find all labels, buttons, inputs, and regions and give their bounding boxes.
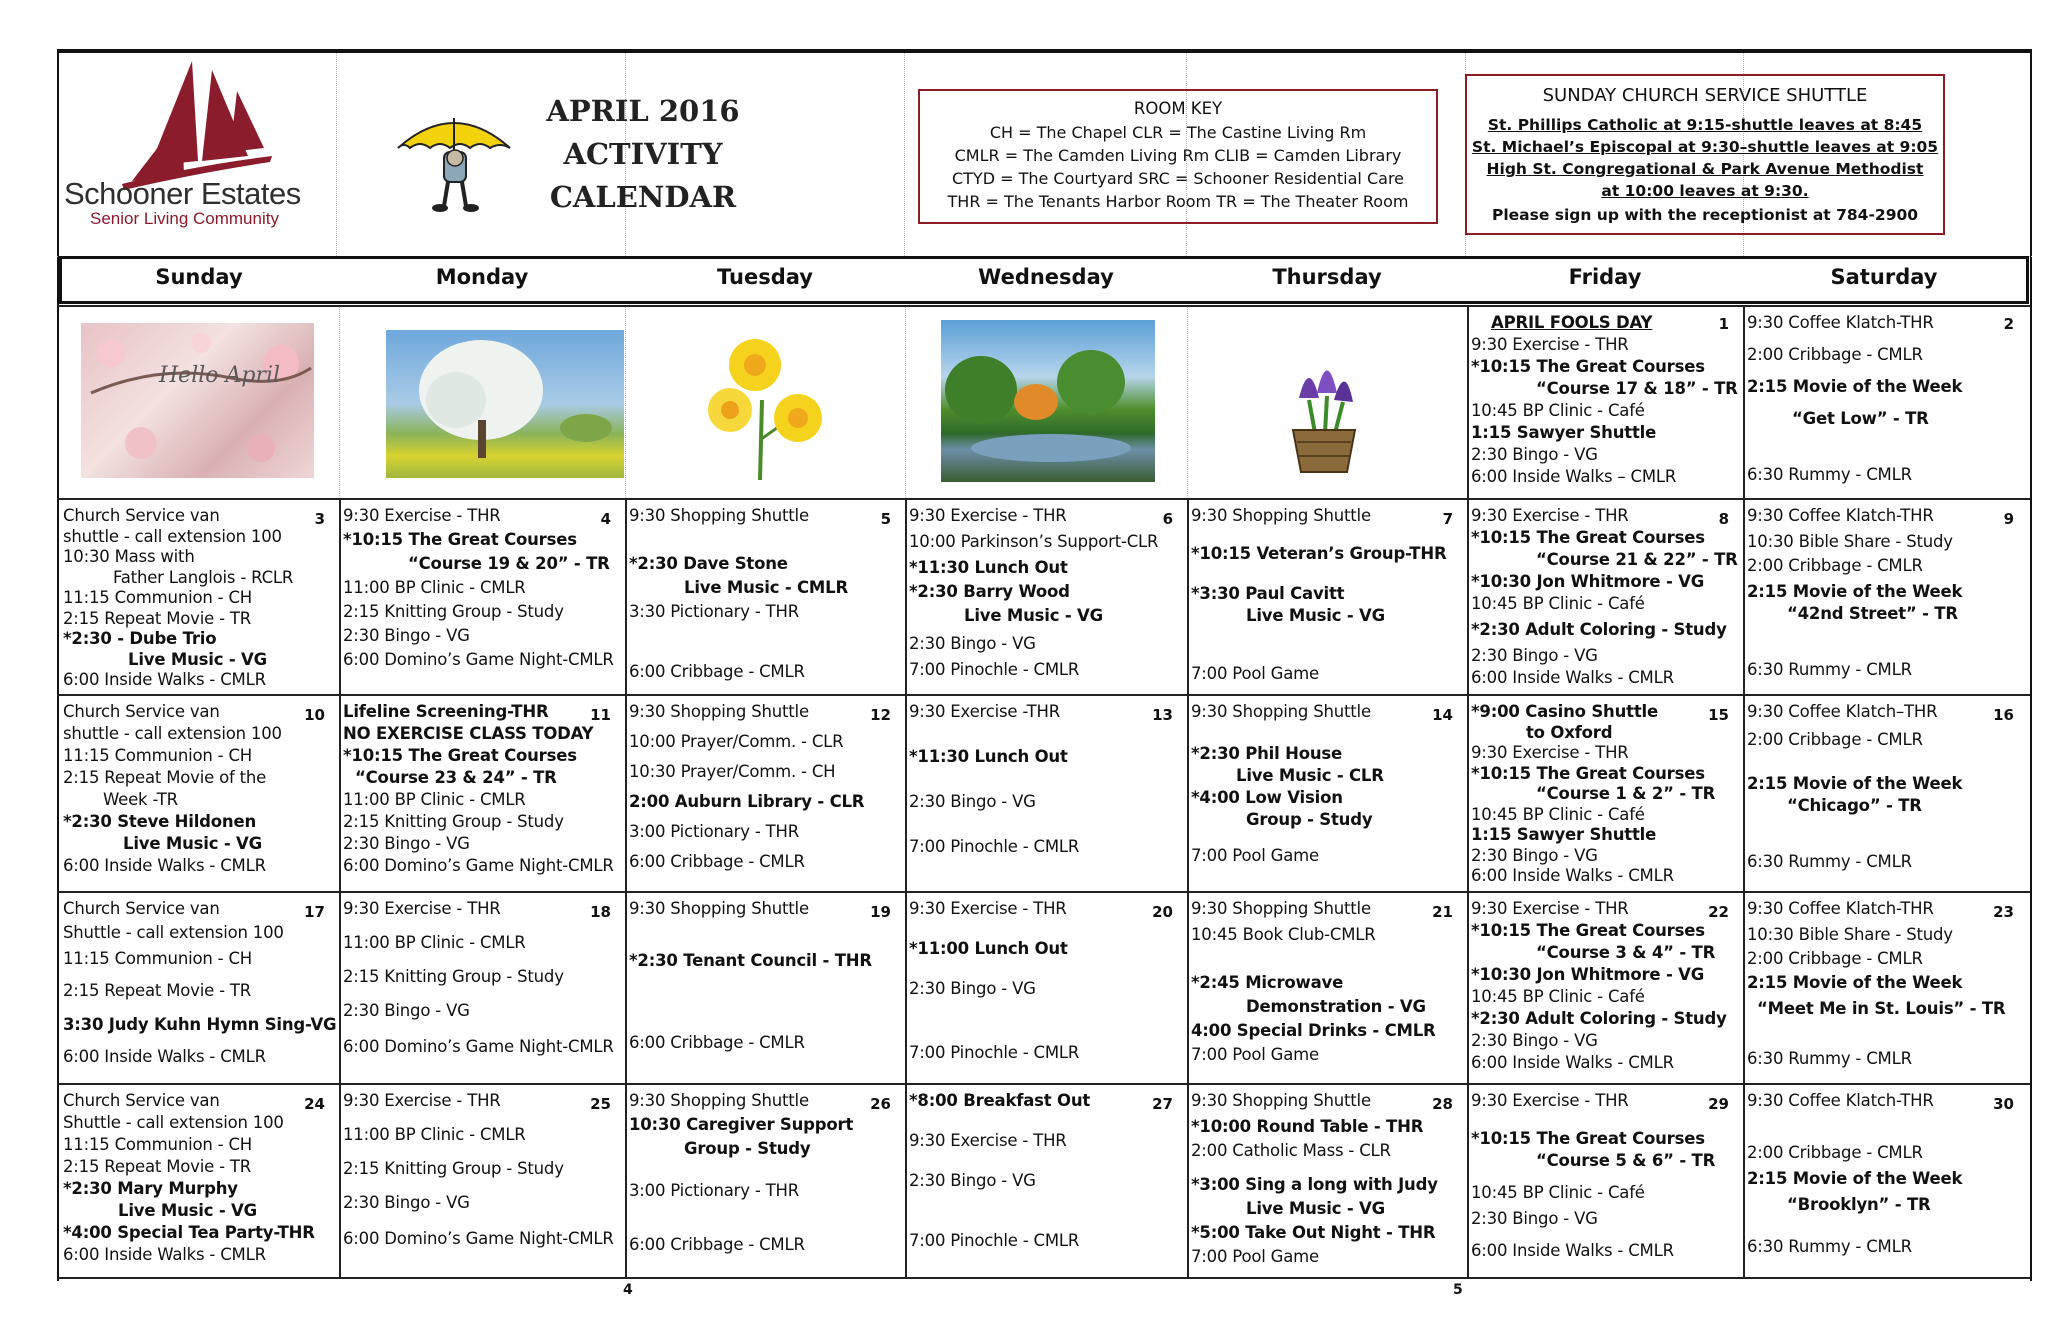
weekday-thursday: Thursday [1272,265,1382,289]
day-cell-11 [339,696,625,891]
event-line: *3:30 Paul Cavitt [1191,584,1345,603]
event-line: 9:30 Shopping Shuttle [1191,702,1371,721]
shuttle-line: High St. Congregational & Park Avenue Methodist [1486,160,1924,178]
event-line: 9:30 Shopping Shuttle [629,506,809,525]
day-number: 9 [2003,510,2014,528]
event-line: 6:00 Inside Walks - CMLR [1471,1053,1674,1072]
event-line: 10:45 Book Club-CMLR [1191,925,1376,944]
crocus-icon [1279,338,1369,478]
event-line: 11:00 BP Clinic - CMLR [343,933,526,952]
day-number: 17 [304,903,325,921]
event-line: *11:00 Lunch Out [909,939,1068,958]
event-line: 10:45 BP Clinic - Café [1471,987,1645,1006]
event-line: Week -TR [103,790,178,809]
event-line: *2:30 Mary Murphy [63,1179,238,1198]
blossom-icon [81,323,314,478]
day-number: 1 [1718,315,1729,333]
room-key-line: CMLR = The Camden Living Rm CLIB = Camden Library [954,146,1402,165]
event-line: *2:30 Dave Stone [629,554,788,573]
event-line: Church Service van [63,702,220,721]
event-line: 6:00 Domino’s Game Night-CMLR [343,1229,614,1248]
event-line: 3:00 Pictionary - THR [629,822,800,841]
event-line: 6:00 Domino’s Game Night-CMLR [343,856,614,875]
event-line: *9:00 Casino Shuttle [1471,702,1658,721]
title-line-1: APRIL 2016 [546,94,740,128]
event-line: 9:30 Exercise - THR [1471,743,1629,762]
event-line: Shuttle - call extension 100 [63,1113,284,1132]
day-cell-26 [625,1085,905,1277]
event-line: “Brooklyn” - TR [1787,1195,1931,1214]
event-line: 6:30 Rummy - CMLR [1747,1049,1912,1068]
event-line: 2:30 Bingo - VG [909,979,1036,998]
day-number: 11 [590,706,611,724]
weekday-friday: Friday [1568,265,1642,289]
day-number: 10 [304,706,325,724]
event-line: 9:30 Exercise - THR [1471,899,1629,918]
event-line: 2:15 Movie of the Week [1747,1169,1963,1188]
event-line: Live Music - VG [123,834,262,853]
event-line: “Meet Me in St. Louis” - TR [1757,999,2006,1018]
day-cell-30 [1743,1085,2028,1277]
event-line: Live Music - CMLR [684,578,848,597]
event-line: 9:30 Exercise - THR [1471,335,1629,354]
event-line: 2:30 Bingo - VG [343,1001,470,1020]
title-line-3: CALENDAR [549,180,737,214]
day-cell-16 [1743,696,2028,891]
calendar-title [518,90,768,219]
event-line: *10:15 Veteran’s Group-THR [1191,544,1447,563]
event-line: *4:00 Low Vision [1191,788,1343,807]
day-cell-15 [1467,696,1743,891]
title-line-2: ACTIVITY [563,137,723,171]
event-line: 10:30 Bible Share - Study [1747,532,1953,551]
event-line: APRIL FOOLS DAY [1491,313,1653,332]
event-line: NO EXERCISE CLASS TODAY [343,724,594,743]
event-line: 2:00 Catholic Mass - CLR [1191,1141,1391,1160]
event-line: 2:30 Bingo - VG [1471,445,1598,464]
event-line: 2:00 Cribbage - CMLR [1747,730,1923,749]
day-cell-21 [1187,893,1467,1083]
room-key-heading: ROOM KEY [1133,99,1223,118]
event-line: 9:30 Exercise - THR [909,899,1067,918]
day-cell-13 [905,696,1187,891]
event-line: 6:30 Rummy - CMLR [1747,1237,1912,1256]
event-line: “Course 21 & 22” - TR [1536,550,1738,569]
event-line: “Course 5 & 6” - TR [1536,1151,1716,1170]
event-line: 6:00 Inside Walks - CMLR [63,1047,266,1066]
event-line: 2:30 Bingo - VG [343,1193,470,1212]
event-line: 6:30 Rummy - CMLR [1747,465,1912,484]
event-line: 6:30 Rummy - CMLR [1747,660,1912,679]
event-line: “Course 17 & 18” - TR [1536,379,1738,398]
event-line: 9:30 Shopping Shuttle [629,899,809,918]
day-cell-10 [59,696,339,891]
event-line: 7:00 Pool Game [1191,1045,1319,1064]
day-cell-4 [339,500,625,694]
day-number: 21 [1432,903,1453,921]
day-cell-24 [59,1085,339,1277]
event-line: 11:15 Communion - CH [63,588,252,607]
event-line: 2:15 Knitting Group - Study [343,967,564,986]
day-number: 29 [1708,1095,1729,1113]
event-line: 9:30 Shopping Shuttle [629,1091,809,1110]
day-number: 26 [870,1095,891,1113]
event-line: 6:00 Cribbage - CMLR [629,1235,805,1254]
day-cell-12 [625,696,905,891]
event-line: 6:00 Inside Walks - CMLR [63,856,266,875]
event-line: 10:30 Prayer/Comm. - CH [629,762,836,781]
day-number: 2 [2003,315,2014,333]
weekday-tuesday: Tuesday [717,265,813,289]
event-line: 6:00 Inside Walks - CMLR [63,670,266,689]
event-line: *8:00 Breakfast Out [909,1091,1091,1110]
event-line: 6:00 Inside Walks - CMLR [1471,668,1674,687]
event-line: 1:15 Sawyer Shuttle [1471,423,1657,442]
day-cell-27 [905,1085,1187,1277]
day-cell-20 [905,893,1187,1083]
event-line: 9:30 Exercise - THR [909,1131,1067,1150]
event-line: 6:00 Inside Walks - CMLR [1471,866,1674,885]
event-line: Church Service van [63,506,220,525]
event-line: *2:45 Microwave [1191,973,1344,992]
day-number: 18 [590,903,611,921]
event-line: Live Music - VG [1246,606,1385,625]
event-line: Church Service van [63,899,220,918]
event-line: *2:30 Adult Coloring - Study [1471,1009,1727,1028]
event-line: *10:30 Jon Whitmore - VG [1471,965,1705,984]
day-cell-18 [339,893,625,1083]
event-line: *10:00 Round Table - THR [1191,1117,1424,1136]
event-line: 9:30 Exercise - THR [909,506,1067,525]
day-number: 20 [1152,903,1173,921]
event-line: 10:45 BP Clinic - Café [1471,594,1645,613]
event-line: Shuttle - call extension 100 [63,923,284,942]
event-line: *2:30 Tenant Council - THR [629,951,872,970]
event-line: 2:15 Repeat Movie - TR [63,608,252,628]
event-line: 9:30 Exercise - THR [1471,506,1629,525]
event-line: 7:00 Pool Game [1191,664,1319,683]
event-line: *2:30 Phil House [1191,744,1343,763]
event-line: *3:00 Sing a long with Judy [1191,1175,1438,1194]
event-line: Group - Study [1246,810,1373,829]
event-line: *5:00 Take Out Night - THR [1191,1223,1436,1242]
event-line: 2:30 Bingo - VG [909,634,1036,653]
event-line: 11:15 Communion - CH [63,1135,252,1154]
event-line: 10:30 Caregiver Support [629,1115,854,1134]
event-line: Demonstration - VG [1246,997,1426,1016]
tree-icon [386,330,624,478]
event-line: 10:30 Mass with [63,547,195,566]
day-cell-29 [1467,1085,1743,1277]
shuttle-line: St. Phillips Catholic at 9:15-shuttle leaves at 8:45 [1487,116,1923,134]
event-line: *11:30 Lunch Out [909,558,1068,577]
event-line: 10:00 Prayer/Comm. - CLR [629,732,844,751]
day-cell-9 [1743,500,2028,694]
event-line: 2:00 Cribbage - CMLR [1747,949,1923,968]
event-line: 6:30 Rummy - CMLR [1747,852,1912,871]
day-cell-28 [1187,1085,1467,1277]
event-line: 9:30 Exercise - THR [343,1091,501,1110]
event-line: “42nd Street” - TR [1787,604,1958,623]
shuttle-signup: Please sign up with the receptionist at 784-2900 [1491,206,1919,224]
event-line: “Course 1 & 2” - TR [1536,784,1716,803]
event-line: 9:30 Shopping Shuttle [1191,1091,1371,1110]
room-key-line: CTYD = The Courtyard SRC = Schooner Residential Care [951,169,1405,188]
event-line: 2:00 Cribbage - CMLR [1747,1143,1923,1162]
event-line: 9:30 Shopping Shuttle [629,702,809,721]
event-line: *10:15 The Great Courses [1471,528,1705,547]
event-line: 6:00 Domino’s Game Night-CMLR [343,1037,614,1056]
event-line: Church Service van [63,1091,220,1110]
event-line: Live Music - VG [118,1201,257,1220]
church-shuttle-box [1465,74,1945,235]
day-number: 23 [1993,903,2014,921]
event-line: 9:30 Exercise - THR [343,506,501,525]
event-line: 7:00 Pinochle - CMLR [909,837,1080,856]
brand-tagline: Senior Living Community [90,209,279,228]
event-line: 2:15 Repeat Movie of the [63,768,267,787]
event-line: 2:30 Bingo - VG [343,626,470,645]
event-line: 11:00 BP Clinic - CMLR [343,578,526,597]
day-number: 5 [880,510,891,528]
event-line: 6:00 Domino’s Game Night-CMLR [343,650,614,669]
brand-name: Schooner Estates [64,176,301,211]
event-line: shuttle - call extension 100 [63,724,282,743]
event-line: Group - Study [684,1139,811,1158]
event-line: 2:15 Movie of the Week [1747,973,1963,992]
event-line: Lifeline Screening-THR [343,702,549,721]
day-cell-6 [905,500,1187,694]
room-key-line: CH = The Chapel CLR = The Castine Living Rm [989,123,1367,142]
event-line: 11:15 Communion - CH [63,746,252,765]
page-number-right: 5 [1453,1282,1463,1298]
event-line: 11:00 BP Clinic - CMLR [343,1125,526,1144]
day-number: 22 [1708,903,1729,921]
event-line: 2:15 Knitting Group - Study [343,602,564,621]
event-line: to Oxford [1526,722,1613,742]
event-line: 11:15 Communion - CH [63,949,252,968]
event-line: 9:30 Shopping Shuttle [1191,899,1371,918]
weekday-wednesday: Wednesday [978,265,1114,289]
event-line: Father Langlois - RCLR [113,567,294,587]
event-line: “Course 3 & 4” - TR [1536,943,1716,962]
event-line: 9:30 Exercise -THR [909,702,1060,721]
event-line: 2:30 Bingo - VG [1471,1031,1598,1050]
shuttle-heading: SUNDAY CHURCH SERVICE SHUTTLE [1542,85,1868,106]
blossom-tree-image [386,330,624,478]
umbrella-character-icon [394,108,514,218]
event-line: 2:00 Cribbage - CMLR [1747,345,1923,364]
event-line: 6:00 Inside Walks - CMLR [63,1245,266,1264]
park-icon [941,320,1155,482]
event-line: *4:00 Special Tea Party-THR [63,1223,315,1242]
event-line: 9:30 Coffee Klatch-THR [1747,506,1934,525]
event-line: 10:45 BP Clinic - Café [1471,804,1645,824]
event-line: 2:15 Repeat Movie - TR [63,981,252,1000]
event-line: *2:30 Barry Wood [909,582,1070,601]
event-line: *10:15 The Great Courses [1471,357,1705,376]
event-line: 4:00 Special Drinks - CMLR [1191,1021,1436,1040]
event-line: *10:15 The Great Courses [343,746,577,765]
event-line: 9:30 Exercise - THR [1471,1091,1629,1110]
park-pond-image [941,320,1155,482]
event-line: 10:00 Parkinson’s Support-CLR [909,532,1159,551]
day-number: 16 [1993,706,2014,724]
event-line: 2:15 Movie of the Week [1747,582,1963,601]
event-line: 2:30 Bingo - VG [909,792,1036,811]
event-line: “Course 23 & 24” - TR [355,768,557,787]
event-line: Live Music - VG [1246,1199,1385,1218]
event-line: *10:15 The Great Courses [1471,921,1705,940]
event-line: 2:30 Bingo - VG [1471,845,1598,865]
day-cell-23 [1743,893,2028,1083]
event-line: Live Music - CLR [1236,766,1384,785]
event-line: 7:00 Pool Game [1191,846,1319,865]
day-cell-17 [59,893,339,1083]
event-line: 7:00 Pinochle - CMLR [909,660,1080,679]
event-line: 10:30 Bible Share - Study [1747,925,1953,944]
shuttle-line: at 10:00 leaves at 9:30. [1601,182,1809,200]
event-line: 7:00 Pinochle - CMLR [909,1043,1080,1062]
event-line: 2:15 Knitting Group - Study [343,1159,564,1178]
event-line: 6:00 Inside Walks – CMLR [1471,467,1677,486]
event-line: 3:00 Pictionary - THR [629,1181,800,1200]
event-line: 2:15 Repeat Movie - TR [63,1157,252,1176]
event-line: 9:30 Coffee Klatch-THR [1747,313,1934,332]
room-key-box [918,89,1438,224]
daffodils-image [700,320,830,485]
weekday-monday: Monday [435,265,529,289]
day-number: 19 [870,903,891,921]
event-line: 2:15 Movie of the Week [1747,377,1963,396]
event-line: 9:30 Coffee Klatch-THR [1747,1091,1934,1110]
event-line: *10:15 The Great Courses [343,530,577,549]
day-cell-19 [625,893,905,1083]
event-line: 2:30 Bingo - VG [1471,1209,1598,1228]
event-line: 1:15 Sawyer Shuttle [1471,825,1657,844]
day-number: 25 [590,1095,611,1113]
event-line: shuttle - call extension 100 [63,526,282,546]
event-line: “Course 19 & 20” - TR [408,554,610,573]
day-number: 12 [870,706,891,724]
day-number: 7 [1442,510,1453,528]
event-line: 3:30 Pictionary - THR [629,602,800,621]
day-cell-7 [1187,500,1467,694]
event-line: 9:30 Coffee Klatch–THR [1747,702,1938,721]
day-number: 28 [1432,1095,1453,1113]
day-cell-14 [1187,696,1467,891]
day-number: 4 [600,510,611,528]
event-line: *11:30 Lunch Out [909,747,1068,766]
event-line: 9:30 Coffee Klatch-THR [1747,899,1934,918]
event-line: 2:30 Bingo - VG [909,1171,1036,1190]
event-line: 9:30 Shopping Shuttle [1191,506,1371,525]
weekday-saturday: Saturday [1830,265,1938,289]
day-number: 8 [1718,510,1729,528]
event-line: *2:30 - Dube Trio [63,629,217,648]
event-line: “Chicago” - TR [1787,796,1922,815]
event-line: 2:00 Cribbage - CMLR [1747,556,1923,575]
event-line: 6:00 Cribbage - CMLR [629,1033,805,1052]
daffodil-icon [700,320,830,485]
event-line: 10:45 BP Clinic - Café [1471,401,1645,420]
event-line: “Get Low” - TR [1792,409,1929,428]
page-number-left: 4 [623,1282,633,1298]
crocus-pot-image [1279,338,1369,478]
hello-april-image [81,323,314,478]
event-line: 2:15 Knitting Group - Study [343,812,564,831]
day-cell-2 [1743,307,2028,498]
weekday-sunday: Sunday [155,265,243,289]
day-number: 6 [1162,510,1173,528]
event-line: 6:00 Cribbage - CMLR [629,662,805,681]
event-line: *2:30 Adult Coloring - Study [1471,620,1727,639]
event-line: 9:30 Exercise - THR [343,899,501,918]
day-number: 30 [1993,1095,2014,1113]
event-line: 2:30 Bingo - VG [343,834,470,853]
day-cell-25 [339,1085,625,1277]
day-number: 15 [1708,706,1729,724]
day-cell-8 [1467,500,1743,694]
day-cell-22 [1467,893,1743,1083]
day-number: 13 [1152,706,1173,724]
event-line: 2:00 Auburn Library - CLR [629,792,865,811]
event-line: *2:30 Steve Hildonen [63,812,257,831]
room-key-line: THR = The Tenants Harbor Room TR = The Theater Room [947,192,1409,211]
day-number: 14 [1432,706,1453,724]
hello-april-text: Hello April [159,363,281,388]
event-line: 11:00 BP Clinic - CMLR [343,790,526,809]
day-number: 24 [304,1095,325,1113]
event-line: 6:00 Inside Walks - CMLR [1471,1241,1674,1260]
event-line: 3:30 Judy Kuhn Hymn Sing-VG [63,1015,337,1034]
event-line: 7:00 Pinochle - CMLR [909,1231,1080,1250]
event-line: Live Music - VG [128,649,267,669]
event-line: *10:15 The Great Courses [1471,763,1705,783]
event-line: 2:15 Movie of the Week [1747,774,1963,793]
shuttle-line: St. Michael’s Episcopal at 9:30–shuttle leaves at 9:05 [1471,138,1939,156]
day-cell-3 [59,500,339,694]
event-line: *10:30 Jon Whitmore - VG [1471,572,1705,591]
event-line: 7:00 Pool Game [1191,1247,1319,1266]
event-line: *10:15 The Great Courses [1471,1129,1705,1148]
day-number: 27 [1152,1095,1173,1113]
event-line: Live Music - VG [964,606,1103,625]
event-line: 2:30 Bingo - VG [1471,646,1598,665]
day-number: 3 [314,510,325,528]
event-line: 6:00 Cribbage - CMLR [629,852,805,871]
day-cell-1 [1467,307,1743,498]
day-cell-5 [625,500,905,694]
event-line: 10:45 BP Clinic - Café [1471,1183,1645,1202]
